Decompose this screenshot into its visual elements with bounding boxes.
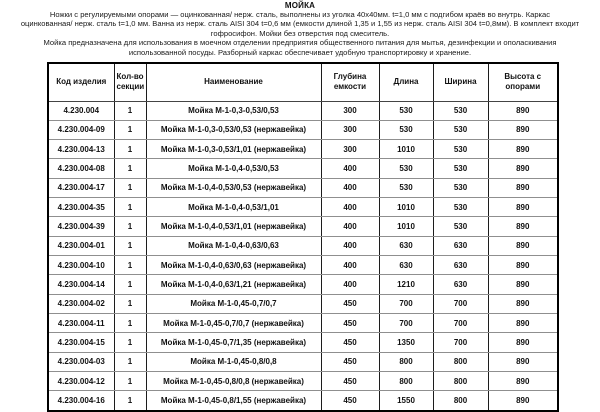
cell-width: 700 bbox=[433, 333, 488, 352]
cell-sections: 1 bbox=[114, 198, 146, 217]
cell-name: Мойка М-1-0,4-0,63/1,21 (нержавейка) bbox=[146, 275, 321, 294]
cell-code: 4.230.004-09 bbox=[48, 120, 114, 139]
cell-depth: 400 bbox=[321, 159, 379, 178]
cell-depth: 400 bbox=[321, 198, 379, 217]
cell-code: 4.230.004-10 bbox=[48, 256, 114, 275]
cell-depth: 400 bbox=[321, 217, 379, 236]
cell-height: 890 bbox=[488, 313, 558, 332]
description-block bbox=[2, 10, 598, 57]
cell-name: Мойка М-1-0,3-0,53/0,53 bbox=[146, 101, 321, 120]
cell-depth: 400 bbox=[321, 256, 379, 275]
cell-depth: 300 bbox=[321, 120, 379, 139]
cell-name: Мойка М-1-0,45-0,7/0,7 bbox=[146, 294, 321, 313]
cell-depth: 400 bbox=[321, 275, 379, 294]
cell-height: 890 bbox=[488, 275, 558, 294]
cell-code: 4.230.004-01 bbox=[48, 236, 114, 255]
table-row bbox=[48, 198, 558, 217]
cell-name: Мойка М-1-0,45-0,8/1,55 (нержавейка) bbox=[146, 391, 321, 411]
cell-name: Мойка М-1-0,45-0,7/0,7 (нержавейка) bbox=[146, 313, 321, 332]
cell-sections: 1 bbox=[114, 120, 146, 139]
cell-length: 800 bbox=[379, 352, 433, 371]
cell-depth: 450 bbox=[321, 333, 379, 352]
cell-length: 800 bbox=[379, 371, 433, 390]
cell-length: 530 bbox=[379, 159, 433, 178]
cell-length: 530 bbox=[379, 178, 433, 197]
cell-sections: 1 bbox=[114, 140, 146, 159]
table-row bbox=[48, 256, 558, 275]
cell-name: Мойка М-1-0,45-0,8/0,8 bbox=[146, 352, 321, 371]
table-body bbox=[48, 101, 558, 411]
cell-code: 4.230.004-12 bbox=[48, 371, 114, 390]
cell-height: 890 bbox=[488, 352, 558, 371]
cell-height: 890 bbox=[488, 256, 558, 275]
table-row bbox=[48, 371, 558, 390]
cell-length: 1550 bbox=[379, 391, 433, 411]
cell-width: 800 bbox=[433, 391, 488, 411]
cell-name: Мойка М-1-0,4-0,53/1,01 (нержавейка) bbox=[146, 217, 321, 236]
table-row bbox=[48, 101, 558, 120]
table-header-row bbox=[48, 63, 558, 101]
cell-length: 630 bbox=[379, 256, 433, 275]
cell-height: 890 bbox=[488, 178, 558, 197]
cell-width: 530 bbox=[433, 178, 488, 197]
cell-height: 890 bbox=[488, 101, 558, 120]
cell-sections: 1 bbox=[114, 313, 146, 332]
cell-depth: 400 bbox=[321, 178, 379, 197]
cell-height: 890 bbox=[488, 236, 558, 255]
cell-height: 890 bbox=[488, 391, 558, 411]
cell-width: 530 bbox=[433, 140, 488, 159]
cell-width: 530 bbox=[433, 120, 488, 139]
cell-sections: 1 bbox=[114, 333, 146, 352]
table-row bbox=[48, 178, 558, 197]
cell-length: 1350 bbox=[379, 333, 433, 352]
cell-name: Мойка М-1-0,4-0,63/0,63 (нержавейка) bbox=[146, 256, 321, 275]
cell-code: 4.230.004-15 bbox=[48, 333, 114, 352]
page-title: МОЙКА bbox=[284, 1, 316, 10]
cell-width: 530 bbox=[433, 217, 488, 236]
cell-sections: 1 bbox=[114, 217, 146, 236]
cell-height: 890 bbox=[488, 294, 558, 313]
cell-depth: 450 bbox=[321, 294, 379, 313]
cell-code: 4.230.004-16 bbox=[48, 391, 114, 411]
cell-code: 4.230.004-17 bbox=[48, 178, 114, 197]
cell-sections: 1 bbox=[114, 159, 146, 178]
intro-line: оцинкованная/ нерж. сталь t=1,0 мм. Ванна из нерж. сталь AISI 304 t=0,6 мм (емкости длиной 1,35 и 1,55 из нерж. сталь AISI 304 t=0,8мм). В комплект входит bbox=[20, 19, 580, 29]
cell-sections: 1 bbox=[114, 371, 146, 390]
cell-width: 530 bbox=[433, 198, 488, 217]
cell-height: 890 bbox=[488, 159, 558, 178]
cell-length: 1010 bbox=[379, 140, 433, 159]
table-row bbox=[48, 236, 558, 255]
intro-line: гофросифон. Мойки без отверстия под смеситель. bbox=[210, 28, 390, 38]
cell-code: 4.230.004-35 bbox=[48, 198, 114, 217]
cell-code: 4.230.004 bbox=[48, 101, 114, 120]
cell-depth: 450 bbox=[321, 352, 379, 371]
cell-depth: 300 bbox=[321, 140, 379, 159]
cell-sections: 1 bbox=[114, 352, 146, 371]
cell-length: 1010 bbox=[379, 217, 433, 236]
cell-height: 890 bbox=[488, 333, 558, 352]
cell-width: 800 bbox=[433, 352, 488, 371]
cell-height: 890 bbox=[488, 217, 558, 236]
cell-sections: 1 bbox=[114, 256, 146, 275]
cell-name: Мойка М-1-0,4-0,53/0,53 (нержавейка) bbox=[146, 178, 321, 197]
cell-name: Мойка М-1-0,4-0,53/1,01 bbox=[146, 198, 321, 217]
product-spec-table bbox=[47, 62, 559, 412]
cell-depth: 300 bbox=[321, 101, 379, 120]
purpose-line: использованной посуды. Разборный каркас обеспечивает удобную транспортировку и хранение. bbox=[128, 47, 472, 57]
column-header-code: Код изделия bbox=[48, 63, 114, 101]
cell-height: 890 bbox=[488, 198, 558, 217]
cell-width: 530 bbox=[433, 101, 488, 120]
table-row bbox=[48, 275, 558, 294]
cell-length: 530 bbox=[379, 120, 433, 139]
cell-length: 700 bbox=[379, 294, 433, 313]
cell-depth: 400 bbox=[321, 236, 379, 255]
cell-code: 4.230.004-14 bbox=[48, 275, 114, 294]
cell-depth: 450 bbox=[321, 391, 379, 411]
cell-name: Мойка М-1-0,4-0,63/0,63 bbox=[146, 236, 321, 255]
cell-sections: 1 bbox=[114, 236, 146, 255]
table-row bbox=[48, 391, 558, 411]
table-row bbox=[48, 313, 558, 332]
cell-width: 630 bbox=[433, 275, 488, 294]
table-row bbox=[48, 294, 558, 313]
cell-width: 700 bbox=[433, 294, 488, 313]
table-row bbox=[48, 333, 558, 352]
column-header-depth: Глубина емкости bbox=[321, 63, 379, 101]
cell-length: 530 bbox=[379, 101, 433, 120]
cell-width: 800 bbox=[433, 371, 488, 390]
cell-name: Мойка М-1-0,3-0,53/1,01 (нержавейка) bbox=[146, 140, 321, 159]
cell-length: 700 bbox=[379, 313, 433, 332]
cell-sections: 1 bbox=[114, 294, 146, 313]
cell-width: 700 bbox=[433, 313, 488, 332]
cell-width: 530 bbox=[433, 159, 488, 178]
cell-height: 890 bbox=[488, 371, 558, 390]
cell-depth: 450 bbox=[321, 371, 379, 390]
cell-code: 4.230.004-39 bbox=[48, 217, 114, 236]
cell-width: 630 bbox=[433, 256, 488, 275]
cell-name: Мойка М-1-0,4-0,53/0,53 bbox=[146, 159, 321, 178]
column-header-length: Длина bbox=[379, 63, 433, 101]
cell-code: 4.230.004-02 bbox=[48, 294, 114, 313]
cell-height: 890 bbox=[488, 140, 558, 159]
table-row bbox=[48, 120, 558, 139]
column-header-name: Наименование bbox=[146, 63, 321, 101]
cell-depth: 450 bbox=[321, 313, 379, 332]
purpose-line: Мойка предназначена для использования в моечном отделении предприятия общественного питания для мытья, дезинфекции и ополаскивания bbox=[43, 38, 557, 48]
cell-length: 1210 bbox=[379, 275, 433, 294]
cell-code: 4.230.004-11 bbox=[48, 313, 114, 332]
cell-name: Мойка М-1-0,45-0,7/1,35 (нержавейка) bbox=[146, 333, 321, 352]
column-header-width: Ширина bbox=[433, 63, 488, 101]
cell-length: 630 bbox=[379, 236, 433, 255]
cell-length: 1010 bbox=[379, 198, 433, 217]
cell-sections: 1 bbox=[114, 101, 146, 120]
cell-sections: 1 bbox=[114, 391, 146, 411]
cell-code: 4.230.004-08 bbox=[48, 159, 114, 178]
cell-width: 630 bbox=[433, 236, 488, 255]
cell-code: 4.230.004-03 bbox=[48, 352, 114, 371]
cell-name: Мойка М-1-0,45-0,8/0,8 (нержавейка) bbox=[146, 371, 321, 390]
table-row bbox=[48, 217, 558, 236]
intro-line: Ножки с регулируемыми опорами — оцинкованная/ нерж. сталь, выполнены из уголка 40х40мм. t=1,0 мм с подгибом краёв во внутрь. Каркас bbox=[49, 10, 551, 19]
table-row bbox=[48, 159, 558, 178]
cell-sections: 1 bbox=[114, 275, 146, 294]
table-row bbox=[48, 140, 558, 159]
cell-height: 890 bbox=[488, 120, 558, 139]
column-header-height: Высота с опорами bbox=[488, 63, 558, 101]
cell-code: 4.230.004-13 bbox=[48, 140, 114, 159]
cell-name: Мойка М-1-0,3-0,53/0,53 (нержавейка) bbox=[146, 120, 321, 139]
cell-sections: 1 bbox=[114, 178, 146, 197]
column-header-sections: Кол-во секции bbox=[114, 63, 146, 101]
table-row bbox=[48, 352, 558, 371]
